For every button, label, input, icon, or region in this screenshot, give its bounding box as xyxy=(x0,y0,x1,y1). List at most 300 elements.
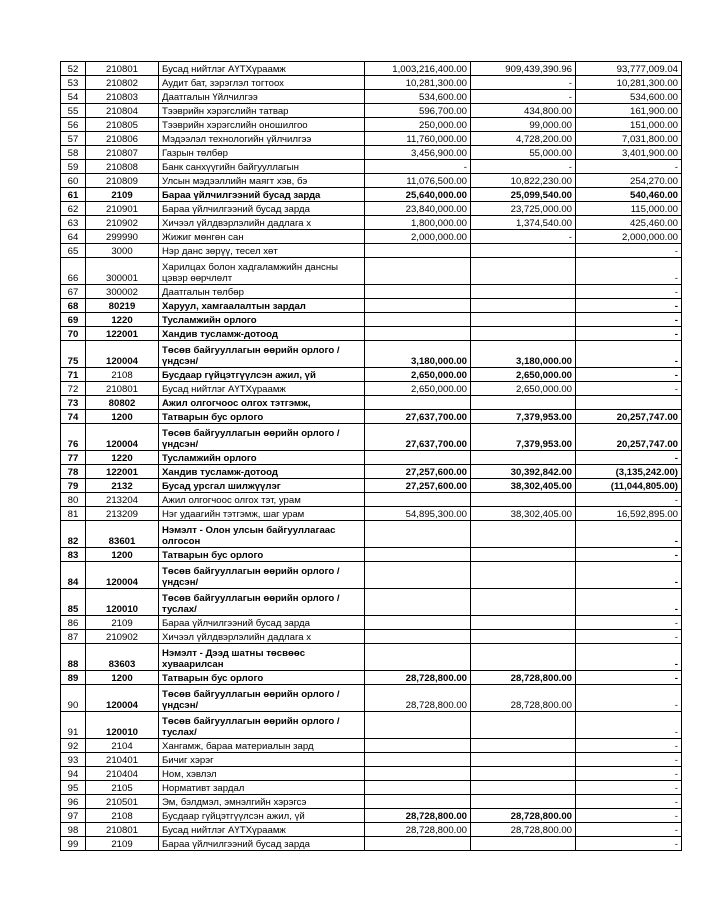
budget-amount-cell: 1,800,000.00 xyxy=(365,216,471,230)
table-row xyxy=(61,382,682,396)
row-index-cell: 70 xyxy=(61,327,86,341)
row-index-cell: 85 xyxy=(61,589,86,616)
budget-amount-cell: 11,760,000.00 xyxy=(365,132,471,146)
account-name-cell: Бусдаар гүйцэтгүүлсэн ажил, үй xyxy=(159,368,365,382)
account-code-cell: 1220 xyxy=(86,313,159,327)
budget-amount-cell xyxy=(365,299,471,313)
account-code-cell: 1200 xyxy=(86,548,159,562)
account-code-cell: 213204 xyxy=(86,493,159,507)
row-index-cell: 53 xyxy=(61,76,86,90)
account-code-cell: 1200 xyxy=(86,410,159,424)
actual-amount-cell xyxy=(471,548,576,562)
table-row xyxy=(61,62,682,76)
row-index-cell: 56 xyxy=(61,118,86,132)
row-index-cell: 86 xyxy=(61,616,86,630)
actual-amount-cell: 4,728,200.00 xyxy=(471,132,576,146)
difference-amount-cell: - xyxy=(576,244,682,258)
actual-amount-cell: 909,439,390.96 xyxy=(471,62,576,76)
difference-amount-cell: 20,257,747.00 xyxy=(576,410,682,424)
account-name-cell: Харилцах болон хадгаламжийн дансны цэвэр өөрчлөлт xyxy=(159,258,365,285)
difference-amount-cell: - xyxy=(576,521,682,548)
account-name-cell: Төсөв байгууллагын өөрийн орлого /үндсэн/ xyxy=(159,685,365,712)
table-row xyxy=(61,767,682,781)
row-index-cell: 57 xyxy=(61,132,86,146)
difference-amount-cell: - xyxy=(576,739,682,753)
account-name-cell: Аудит бат, зэрэглэл тогтоох xyxy=(159,76,365,90)
difference-amount-cell: 3,401,900.00 xyxy=(576,146,682,160)
difference-amount-cell: - xyxy=(576,685,682,712)
budget-amount-cell: 25,640,000.00 xyxy=(365,188,471,202)
table-row xyxy=(61,562,682,589)
difference-amount-cell: - xyxy=(576,341,682,368)
actual-amount-cell xyxy=(471,712,576,739)
account-name-cell: Бараа үйлчилгээний бусад зарда xyxy=(159,188,365,202)
row-index-cell: 88 xyxy=(61,644,86,671)
table-row xyxy=(61,90,682,104)
account-name-cell: Хичээл үйлдвэрлэлийн дадлага х xyxy=(159,216,365,230)
difference-amount-cell: - xyxy=(576,382,682,396)
account-code-cell: 83601 xyxy=(86,521,159,548)
difference-amount-cell: 115,000.00 xyxy=(576,202,682,216)
actual-amount-cell xyxy=(471,396,576,410)
table-row xyxy=(61,327,682,341)
difference-amount-cell: 540,460.00 xyxy=(576,188,682,202)
account-name-cell: Хичээл үйлдвэрлэлийн дадлага х xyxy=(159,630,365,644)
actual-amount-cell: 10,822,230.00 xyxy=(471,174,576,188)
account-code-cell: 210401 xyxy=(86,753,159,767)
row-index-cell: 93 xyxy=(61,753,86,767)
budget-amount-cell: 28,728,800.00 xyxy=(365,671,471,685)
budget-amount-cell xyxy=(365,795,471,809)
budget-amount-cell xyxy=(365,285,471,299)
difference-amount-cell: 2,000,000.00 xyxy=(576,230,682,244)
budget-amount-cell xyxy=(365,313,471,327)
budget-amount-cell xyxy=(365,327,471,341)
actual-amount-cell: 2,650,000.00 xyxy=(471,368,576,382)
actual-amount-cell xyxy=(471,795,576,809)
budget-amount-cell: 27,637,700.00 xyxy=(365,424,471,451)
table-row xyxy=(61,809,682,823)
actual-amount-cell xyxy=(471,589,576,616)
table-row xyxy=(61,396,682,410)
row-index-cell: 79 xyxy=(61,479,86,493)
difference-amount-cell: 254,270.00 xyxy=(576,174,682,188)
row-index-cell: 92 xyxy=(61,739,86,753)
difference-amount-cell: 425,460.00 xyxy=(576,216,682,230)
account-code-cell: 210808 xyxy=(86,160,159,174)
difference-amount-cell: (3,135,242.00) xyxy=(576,465,682,479)
difference-amount-cell: - xyxy=(576,671,682,685)
difference-amount-cell: - xyxy=(576,837,682,851)
row-index-cell: 75 xyxy=(61,341,86,368)
actual-amount-cell: 7,379,953.00 xyxy=(471,424,576,451)
budget-amount-cell xyxy=(365,562,471,589)
account-name-cell: Бараа үйлчилгээний бусад зарда xyxy=(159,202,365,216)
account-name-cell: Төсөв байгууллагын өөрийн орлого /үндсэн/ xyxy=(159,424,365,451)
row-index-cell: 97 xyxy=(61,809,86,823)
row-index-cell: 73 xyxy=(61,396,86,410)
account-name-cell: Бусад нийтлэг АҮТХүраамж xyxy=(159,62,365,76)
table-row xyxy=(61,589,682,616)
actual-amount-cell: 2,650,000.00 xyxy=(471,382,576,396)
table-row xyxy=(61,753,682,767)
row-index-cell: 72 xyxy=(61,382,86,396)
difference-amount-cell: - xyxy=(576,548,682,562)
actual-amount-cell xyxy=(471,767,576,781)
actual-amount-cell: 99,000.00 xyxy=(471,118,576,132)
account-name-cell: Ном, хэвлэл xyxy=(159,767,365,781)
account-code-cell: 80219 xyxy=(86,299,159,313)
account-code-cell: 1200 xyxy=(86,671,159,685)
account-code-cell: 2105 xyxy=(86,781,159,795)
account-code-cell: 300002 xyxy=(86,285,159,299)
table-row xyxy=(61,548,682,562)
actual-amount-cell xyxy=(471,313,576,327)
difference-amount-cell: - xyxy=(576,616,682,630)
account-name-cell: Харуул, хамгаалалтын зардал xyxy=(159,299,365,313)
row-index-cell: 95 xyxy=(61,781,86,795)
row-index-cell: 84 xyxy=(61,562,86,589)
table-row xyxy=(61,451,682,465)
budget-amount-cell: 28,728,800.00 xyxy=(365,809,471,823)
account-name-cell: Ажил олгогчоос олгох тэт, урам xyxy=(159,493,365,507)
account-code-cell: 300001 xyxy=(86,258,159,285)
difference-amount-cell: - xyxy=(576,299,682,313)
budget-amount-cell: 28,728,800.00 xyxy=(365,685,471,712)
account-name-cell: Эм, бэлдмэл, эмнэлгийн хэрэгсэ xyxy=(159,795,365,809)
account-name-cell: Даатгалын төлбөр xyxy=(159,285,365,299)
difference-amount-cell: 93,777,009.04 xyxy=(576,62,682,76)
actual-amount-cell xyxy=(471,285,576,299)
account-code-cell: 210501 xyxy=(86,795,159,809)
table-row xyxy=(61,479,682,493)
row-index-cell: 87 xyxy=(61,630,86,644)
account-name-cell: Хандив тусламж-дотоод xyxy=(159,327,365,341)
account-code-cell: 210801 xyxy=(86,382,159,396)
actual-amount-cell xyxy=(471,244,576,258)
account-name-cell: Даатгалын Үйлчилгээ xyxy=(159,90,365,104)
difference-amount-cell: - xyxy=(576,823,682,837)
row-index-cell: 65 xyxy=(61,244,86,258)
account-name-cell: Төсөв байгууллагын өөрийн орлого /үндсэн/ xyxy=(159,341,365,368)
account-code-cell: 120004 xyxy=(86,685,159,712)
difference-amount-cell: - xyxy=(576,562,682,589)
budget-amount-cell xyxy=(365,589,471,616)
account-name-cell: Хандив тусламж-дотоод xyxy=(159,465,365,479)
difference-amount-cell: (11,044,805.00) xyxy=(576,479,682,493)
table-row xyxy=(61,244,682,258)
table-row xyxy=(61,341,682,368)
row-index-cell: 83 xyxy=(61,548,86,562)
account-name-cell: Бусад нийтлэг АҮТХүраамж xyxy=(159,823,365,837)
row-index-cell: 96 xyxy=(61,795,86,809)
difference-amount-cell: 10,281,300.00 xyxy=(576,76,682,90)
budget-amount-cell: 27,637,700.00 xyxy=(365,410,471,424)
budget-amount-cell xyxy=(365,493,471,507)
account-name-cell: Бараа үйлчилгээний бусад зарда xyxy=(159,616,365,630)
table-row xyxy=(61,160,682,174)
row-index-cell: 80 xyxy=(61,493,86,507)
budget-amount-cell xyxy=(365,521,471,548)
table-row xyxy=(61,368,682,382)
account-code-cell: 2109 xyxy=(86,616,159,630)
difference-amount-cell: - xyxy=(576,327,682,341)
account-code-cell: 2104 xyxy=(86,739,159,753)
account-code-cell: 2108 xyxy=(86,368,159,382)
actual-amount-cell xyxy=(471,327,576,341)
actual-amount-cell: 25,099,540.00 xyxy=(471,188,576,202)
actual-amount-cell: 28,728,800.00 xyxy=(471,671,576,685)
budget-amount-cell: 28,728,800.00 xyxy=(365,823,471,837)
table-row xyxy=(61,202,682,216)
account-name-cell: Нормативт зардал xyxy=(159,781,365,795)
account-name-cell: Бусад нийтлэг АҮТХүраамж xyxy=(159,382,365,396)
budget-table xyxy=(60,61,682,851)
account-code-cell: 210901 xyxy=(86,202,159,216)
actual-amount-cell xyxy=(471,299,576,313)
budget-amount-cell: 11,076,500.00 xyxy=(365,174,471,188)
budget-amount-cell xyxy=(365,548,471,562)
account-code-cell: 80802 xyxy=(86,396,159,410)
table-row xyxy=(61,712,682,739)
actual-amount-cell xyxy=(471,739,576,753)
actual-amount-cell xyxy=(471,837,576,851)
account-code-cell: 120010 xyxy=(86,712,159,739)
table-row xyxy=(61,507,682,521)
account-name-cell: Тээврийн хэрэгслийн татвар xyxy=(159,104,365,118)
budget-amount-cell: 250,000.00 xyxy=(365,118,471,132)
table-row xyxy=(61,671,682,685)
table-row xyxy=(61,132,682,146)
account-code-cell: 120004 xyxy=(86,341,159,368)
table-body xyxy=(61,62,682,851)
difference-amount-cell: 534,600.00 xyxy=(576,90,682,104)
account-name-cell: Төсөв байгууллагын өөрийн орлого /туслах/ xyxy=(159,712,365,739)
actual-amount-cell xyxy=(471,258,576,285)
difference-amount-cell: - xyxy=(576,644,682,671)
account-name-cell: Төсөв байгууллагын өөрийн орлого /туслах/ xyxy=(159,589,365,616)
budget-amount-cell xyxy=(365,781,471,795)
actual-amount-cell: 28,728,800.00 xyxy=(471,823,576,837)
actual-amount-cell: 23,725,000.00 xyxy=(471,202,576,216)
account-code-cell: 83603 xyxy=(86,644,159,671)
actual-amount-cell xyxy=(471,616,576,630)
table-row xyxy=(61,410,682,424)
budget-amount-cell xyxy=(365,258,471,285)
difference-amount-cell: - xyxy=(576,313,682,327)
budget-amount-cell xyxy=(365,644,471,671)
account-code-cell: 120004 xyxy=(86,562,159,589)
budget-amount-cell: 3,456,900.00 xyxy=(365,146,471,160)
actual-amount-cell: - xyxy=(471,160,576,174)
account-code-cell: 120004 xyxy=(86,424,159,451)
account-code-cell: 120010 xyxy=(86,589,159,616)
difference-amount-cell: - xyxy=(576,285,682,299)
difference-amount-cell: - xyxy=(576,451,682,465)
actual-amount-cell: 3,180,000.00 xyxy=(471,341,576,368)
actual-amount-cell: 30,392,842.00 xyxy=(471,465,576,479)
row-index-cell: 99 xyxy=(61,837,86,851)
account-code-cell: 210404 xyxy=(86,767,159,781)
row-index-cell: 98 xyxy=(61,823,86,837)
difference-amount-cell: 20,257,747.00 xyxy=(576,424,682,451)
budget-amount-cell: 27,257,600.00 xyxy=(365,465,471,479)
row-index-cell: 64 xyxy=(61,230,86,244)
actual-amount-cell xyxy=(471,644,576,671)
budget-amount-cell: 2,650,000.00 xyxy=(365,368,471,382)
table-row xyxy=(61,465,682,479)
row-index-cell: 71 xyxy=(61,368,86,382)
account-name-cell: Бичиг хэрэг xyxy=(159,753,365,767)
actual-amount-cell: - xyxy=(471,76,576,90)
actual-amount-cell: 7,379,953.00 xyxy=(471,410,576,424)
account-name-cell: Ажил олгогчоос олгох тэтгэмж, xyxy=(159,396,365,410)
account-code-cell: 2109 xyxy=(86,837,159,851)
budget-amount-cell: 596,700.00 xyxy=(365,104,471,118)
account-name-cell: Тээврийн хэрэгслийн оношилгоо xyxy=(159,118,365,132)
budget-amount-cell xyxy=(365,451,471,465)
actual-amount-cell: 38,302,405.00 xyxy=(471,507,576,521)
budget-amount-cell xyxy=(365,630,471,644)
budget-amount-cell xyxy=(365,767,471,781)
budget-amount-cell: - xyxy=(365,160,471,174)
actual-amount-cell: 38,302,405.00 xyxy=(471,479,576,493)
budget-amount-cell: 10,281,300.00 xyxy=(365,76,471,90)
account-name-cell: Нэмэлт - Дээд шатны төсвөөс хуваарилсан xyxy=(159,644,365,671)
actual-amount-cell xyxy=(471,630,576,644)
account-name-cell: Улсын мэдээллийн маягт хэв, бэ xyxy=(159,174,365,188)
table-row xyxy=(61,299,682,313)
actual-amount-cell xyxy=(471,521,576,548)
row-index-cell: 67 xyxy=(61,285,86,299)
budget-amount-cell xyxy=(365,616,471,630)
row-index-cell: 68 xyxy=(61,299,86,313)
actual-amount-cell xyxy=(471,781,576,795)
account-name-cell: Банк санхүүгийн байгууллагын xyxy=(159,160,365,174)
account-code-cell: 210804 xyxy=(86,104,159,118)
actual-amount-cell: 1,374,540.00 xyxy=(471,216,576,230)
table-row xyxy=(61,230,682,244)
account-code-cell: 210807 xyxy=(86,146,159,160)
row-index-cell: 54 xyxy=(61,90,86,104)
account-name-cell: Тусламжийн орлого xyxy=(159,451,365,465)
account-name-cell: Татварын бус орлого xyxy=(159,548,365,562)
difference-amount-cell: - xyxy=(576,258,682,285)
account-code-cell: 1220 xyxy=(86,451,159,465)
actual-amount-cell: - xyxy=(471,90,576,104)
account-code-cell: 213209 xyxy=(86,507,159,521)
row-index-cell: 78 xyxy=(61,465,86,479)
table-row xyxy=(61,216,682,230)
table-row xyxy=(61,521,682,548)
budget-amount-cell xyxy=(365,396,471,410)
table-row xyxy=(61,781,682,795)
account-code-cell: 210803 xyxy=(86,90,159,104)
difference-amount-cell: - xyxy=(576,630,682,644)
budget-amount-cell: 1,003,216,400.00 xyxy=(365,62,471,76)
difference-amount-cell: - xyxy=(576,767,682,781)
table-row xyxy=(61,146,682,160)
table-row xyxy=(61,644,682,671)
account-name-cell: Төсөв байгууллагын өөрийн орлого /үндсэн/ xyxy=(159,562,365,589)
budget-amount-cell xyxy=(365,837,471,851)
row-index-cell: 61 xyxy=(61,188,86,202)
table-row xyxy=(61,118,682,132)
table-row xyxy=(61,837,682,851)
row-index-cell: 62 xyxy=(61,202,86,216)
actual-amount-cell xyxy=(471,493,576,507)
table-row xyxy=(61,76,682,90)
row-index-cell: 77 xyxy=(61,451,86,465)
account-name-cell: Нэг удаагийн тэтгэмж, шаг урам xyxy=(159,507,365,521)
account-code-cell: 210902 xyxy=(86,216,159,230)
difference-amount-cell: - xyxy=(576,493,682,507)
table-row xyxy=(61,739,682,753)
row-index-cell: 91 xyxy=(61,712,86,739)
account-code-cell: 122001 xyxy=(86,327,159,341)
account-code-cell: 210801 xyxy=(86,62,159,76)
actual-amount-cell xyxy=(471,753,576,767)
account-name-cell: Мэдээлэл технологийн үйлчилгээ xyxy=(159,132,365,146)
account-name-cell: Нэр данс зөрүү, тесел хөт xyxy=(159,244,365,258)
actual-amount-cell: - xyxy=(471,230,576,244)
budget-amount-cell xyxy=(365,712,471,739)
difference-amount-cell: 151,000.00 xyxy=(576,118,682,132)
row-index-cell: 81 xyxy=(61,507,86,521)
difference-amount-cell: - xyxy=(576,795,682,809)
table-row xyxy=(61,630,682,644)
actual-amount-cell xyxy=(471,562,576,589)
difference-amount-cell: - xyxy=(576,753,682,767)
budget-amount-cell xyxy=(365,753,471,767)
account-code-cell: 3000 xyxy=(86,244,159,258)
budget-amount-cell xyxy=(365,244,471,258)
row-index-cell: 63 xyxy=(61,216,86,230)
account-name-cell: Татварын бус орлого xyxy=(159,671,365,685)
budget-amount-cell: 3,180,000.00 xyxy=(365,341,471,368)
row-index-cell: 76 xyxy=(61,424,86,451)
row-index-cell: 55 xyxy=(61,104,86,118)
account-name-cell: Газрын төлбөр xyxy=(159,146,365,160)
actual-amount-cell: 28,728,800.00 xyxy=(471,809,576,823)
budget-amount-cell: 23,840,000.00 xyxy=(365,202,471,216)
difference-amount-cell: - xyxy=(576,589,682,616)
account-code-cell: 210902 xyxy=(86,630,159,644)
table-row xyxy=(61,795,682,809)
row-index-cell: 59 xyxy=(61,160,86,174)
budget-amount-cell: 27,257,600.00 xyxy=(365,479,471,493)
table-row xyxy=(61,285,682,299)
difference-amount-cell: - xyxy=(576,712,682,739)
account-code-cell: 2132 xyxy=(86,479,159,493)
difference-amount-cell xyxy=(576,396,682,410)
table-row xyxy=(61,823,682,837)
difference-amount-cell: 161,900.00 xyxy=(576,104,682,118)
account-name-cell: Нэмэлт - Олон улсын байгууллагаас олгосон xyxy=(159,521,365,548)
account-name-cell: Бусдаар гүйцэтгүүлсэн ажил, үй xyxy=(159,809,365,823)
account-name-cell: Жижиг мөнгөн сан xyxy=(159,230,365,244)
row-index-cell: 74 xyxy=(61,410,86,424)
table-row xyxy=(61,313,682,327)
table-row xyxy=(61,188,682,202)
row-index-cell: 82 xyxy=(61,521,86,548)
actual-amount-cell: 55,000.00 xyxy=(471,146,576,160)
row-index-cell: 60 xyxy=(61,174,86,188)
table-row xyxy=(61,616,682,630)
account-name-cell: Бусад урсгал шилжүүлэг xyxy=(159,479,365,493)
row-index-cell: 66 xyxy=(61,258,86,285)
difference-amount-cell: - xyxy=(576,368,682,382)
